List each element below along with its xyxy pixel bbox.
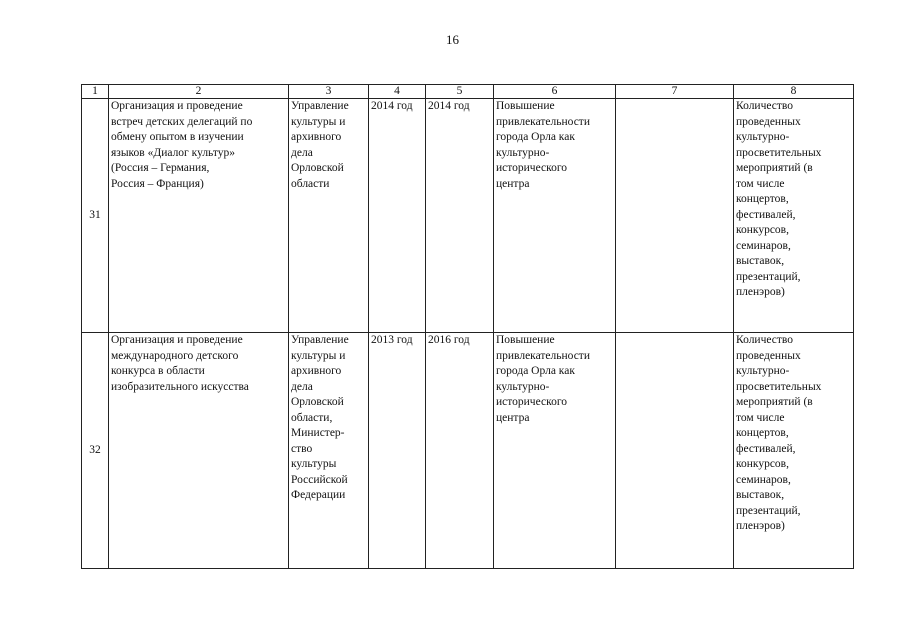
table-row: [82, 333, 854, 569]
executor-cell: Управление культуры и архивного дела Орловской области, Министер- ство культуры Российской Федерации: [289, 333, 369, 569]
empty-cell: [616, 99, 734, 333]
column-header: 4: [369, 85, 426, 99]
goal-cell: Повышение привлекательности города Орла как культурно- исторического центра: [494, 333, 616, 569]
row-number: 31: [82, 99, 109, 333]
executor-cell: Управление культуры и архивного дела Орловской области: [289, 99, 369, 333]
column-header: 1: [82, 85, 109, 99]
event-cell: Организация и проведение международного детского конкурса в области изобразительного искусства: [109, 333, 289, 569]
column-header: 6: [494, 85, 616, 99]
row-number: 32: [82, 333, 109, 569]
column-header: 5: [426, 85, 494, 99]
indicator-cell: Количество проведенных культурно- просветительных мероприятий (в том числе концертов, фестивалей, конкурсов, семинаров, выставок, презентаций, пленэров): [734, 333, 854, 569]
end-year-cell: 2016 год: [426, 333, 494, 569]
column-header: 7: [616, 85, 734, 99]
goal-cell: Повышение привлекательности города Орла как культурно- исторического центра: [494, 99, 616, 333]
indicator-cell: Количество проведенных культурно- просветительных мероприятий (в том числе концертов, фестивалей, конкурсов, семинаров, выставок, презентаций, пленэров): [734, 99, 854, 333]
start-year-cell: 2013 год: [369, 333, 426, 569]
table-row: [82, 99, 854, 333]
page-number: 16: [446, 32, 459, 47]
start-year-cell: 2014 год: [369, 99, 426, 333]
column-header: 8: [734, 85, 854, 99]
empty-cell: [616, 333, 734, 569]
event-cell: Организация и проведение встреч детских делегаций по обмену опытом в изучении языков «Диалог культур» (Россия – Германия, Россия – Франция): [109, 99, 289, 333]
column-header: 3: [289, 85, 369, 99]
column-header: 2: [109, 85, 289, 99]
measures-table: [81, 84, 854, 569]
table-header-row: [82, 85, 854, 99]
end-year-cell: 2014 год: [426, 99, 494, 333]
